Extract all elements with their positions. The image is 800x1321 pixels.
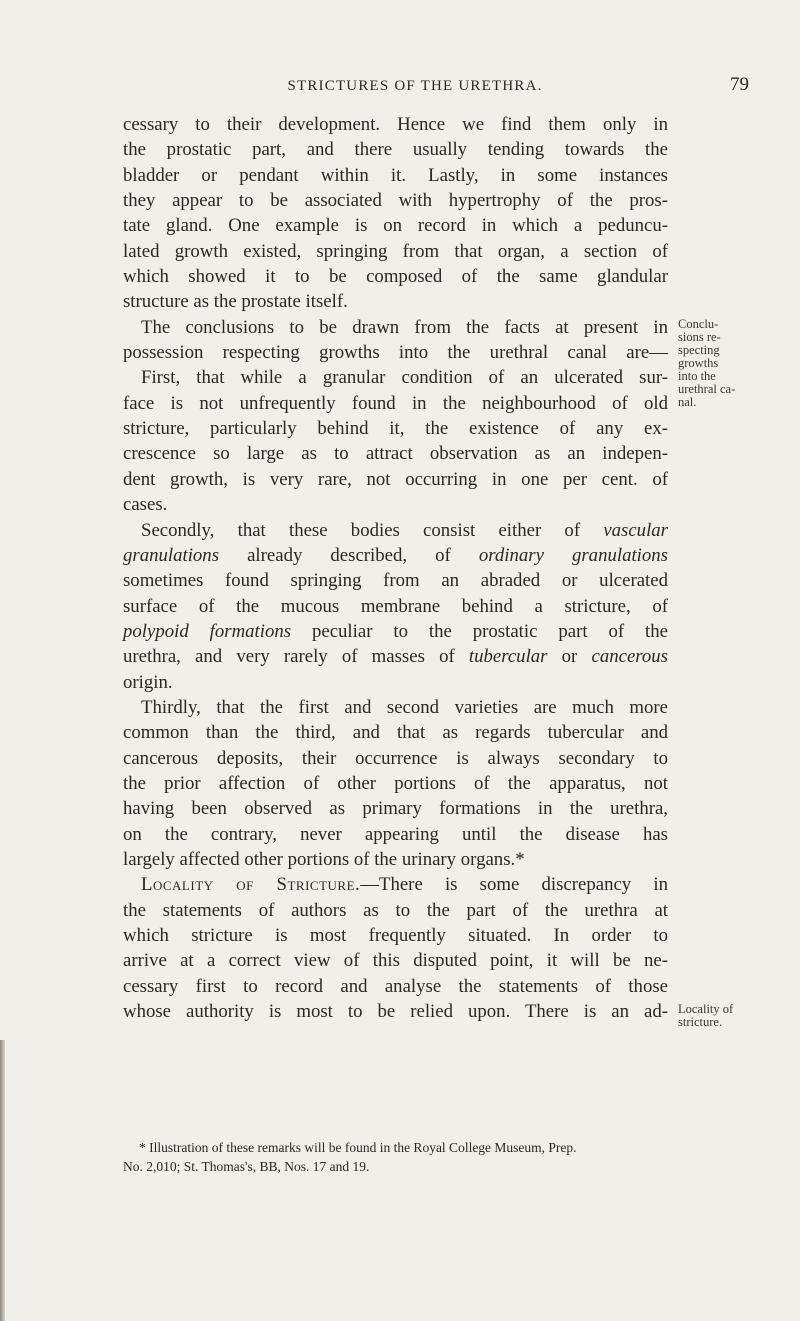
margin-note-conclusions: Conclu- sions re- specting growths into the urethral ca- nal. [678, 317, 736, 409]
text-line: sometimes found springing from an abraded or ulcerated [123, 570, 668, 592]
text-line: the statements of authors as to the part of the urethra at [123, 899, 668, 921]
text-line: First, that while a granular condition of an ulcerated sur- [141, 367, 668, 389]
text-line: having been observed as primary formations in the urethra, [123, 798, 668, 820]
text-line: structure as the prostate itself. [123, 291, 348, 313]
text-line: face is not unfrequently found in the neighbourhood of old [123, 392, 668, 414]
text-line: the prostatic part, and there usually tending towards the [123, 139, 668, 161]
text-line: cancerous deposits, their occurrence is always secondary to [123, 747, 668, 769]
footnote: * Illustration of these remarks will be found in the Royal College Museum, Prep. No. 2,010; St. Thomas's, BB, Nos. 17 and 19. [123, 1140, 577, 1174]
text-line: origin. [123, 671, 173, 693]
text-line: granulations already described, of ordinary granulations [123, 544, 668, 566]
text-line: bladder or pendant within it. Lastly, in some instances [123, 164, 668, 186]
text-line: which stricture is most frequently situated. In order to [123, 925, 668, 946]
text-line: cessary to their development. Hence we find them only in [123, 114, 668, 135]
text-line: Secondly, that these bodies consist either of vascular [141, 519, 668, 541]
text-line: The conclusions to be drawn from the facts at present in [141, 316, 668, 338]
text-line: polypoid formations peculiar to the prostatic part of the [123, 620, 668, 642]
text-line: cases. [123, 494, 168, 516]
text-line: crescence so large as to attract observation as an indepen- [123, 443, 668, 465]
text-line: surface of the mucous membrane behind a stricture, of [123, 595, 668, 617]
margin-note-locality: Locality of stricture. [678, 1002, 734, 1029]
text-line: arrive at a correct view of this disputed point, it will be ne- [123, 950, 668, 972]
text-line: Locality of Stricture.—There is some discrepancy in [141, 874, 668, 896]
text-line: Thirdly, that the first and second varieties are much more [141, 696, 668, 718]
text-line: possession respecting growths into the urethral canal are— [123, 342, 668, 364]
section-heading: Locality of Stricture. [141, 874, 361, 896]
page-edge-shadow [0, 1040, 5, 1321]
body-text [123, 112, 668, 1024]
text-line: which showed it to be composed of the same glandular [123, 266, 668, 288]
text-line: stricture, particularly behind it, the existence of any ex- [123, 418, 668, 440]
text-line: dent growth, is very rare, not occurring in one per cent. of [123, 468, 668, 490]
text-line: largely affected other portions of the urinary organs.* [123, 848, 525, 870]
text-line: whose authority is most to be relied upon. There is an ad- [123, 1001, 668, 1023]
text-line: they appear to be associated with hypertrophy of the pros- [123, 190, 668, 212]
text-line: lated growth existed, springing from that organ, a section of [123, 240, 668, 262]
text-line: on the contrary, never appearing until the disease has [123, 823, 668, 845]
text-line: urethra, and very rarely of masses of tubercular or cancerous [123, 646, 668, 668]
text-line: common than the third, and that as regards tubercular and [123, 722, 668, 744]
running-header: STRICTURES OF THE URETHRA. [287, 78, 543, 94]
text-line: cessary first to record and analyse the statements of those [123, 975, 668, 997]
page-number: 79 [730, 74, 749, 95]
text-line: tate gland. One example is on record in which a peduncu- [123, 215, 668, 237]
text-line: the prior affection of other portions of the apparatus, not [123, 772, 668, 794]
